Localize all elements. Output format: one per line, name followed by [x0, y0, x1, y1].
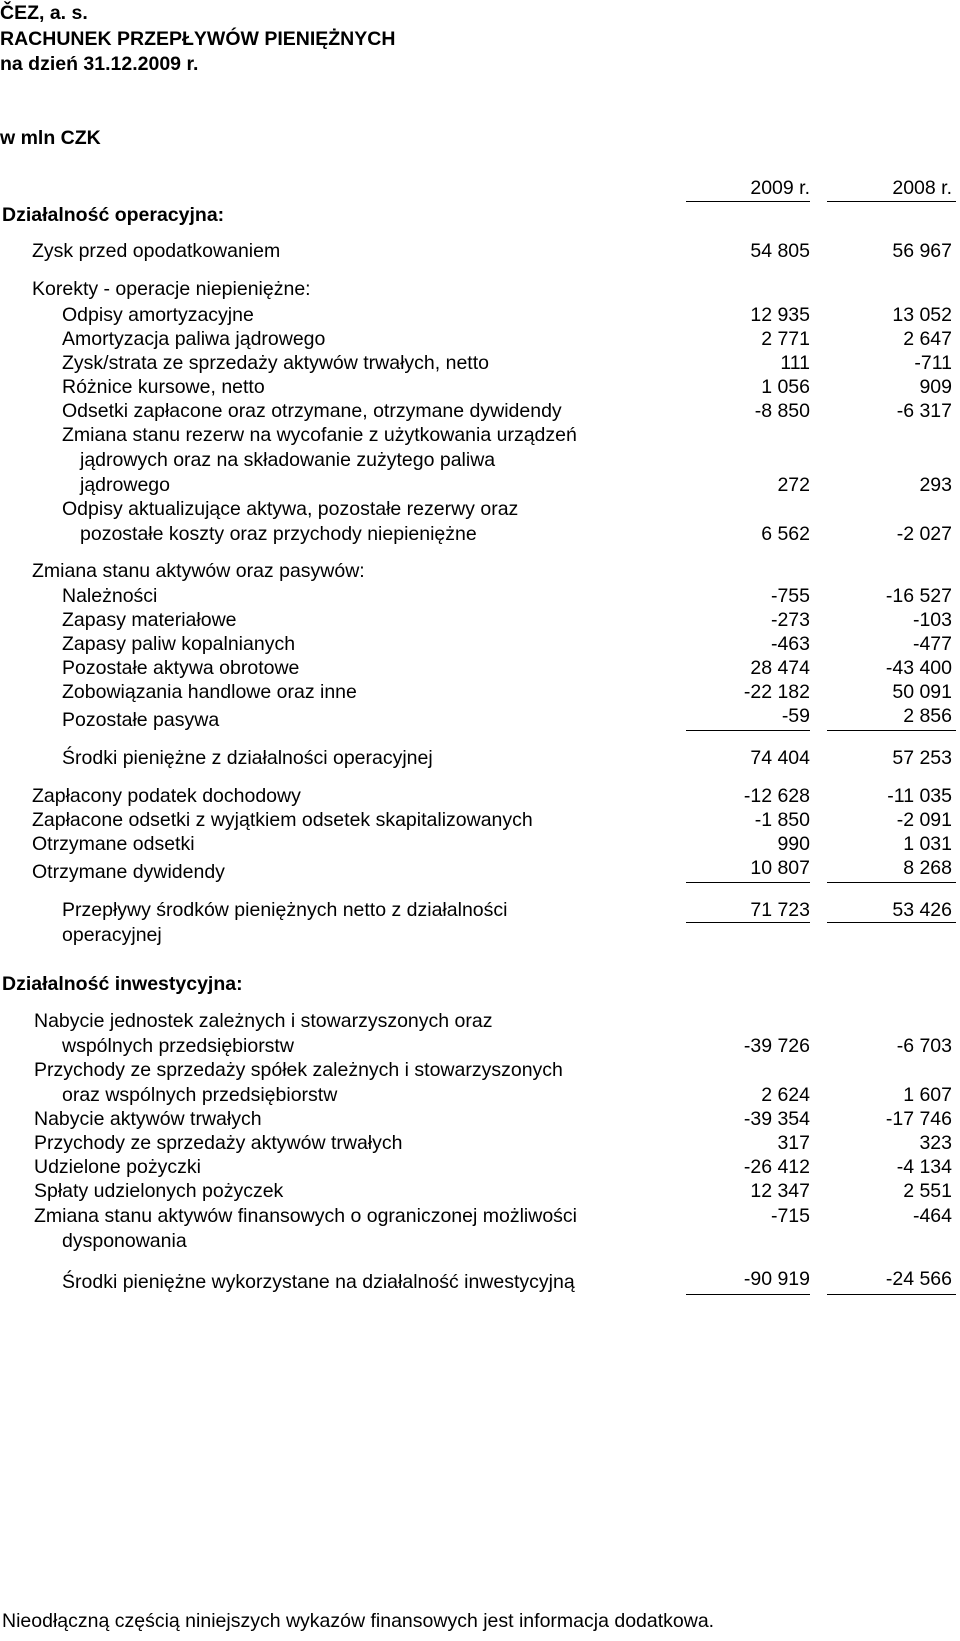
row-label-fossil-fuels: Zapasy paliw kopalnianych — [62, 633, 296, 655]
row-label-interest-dividends: Odsetki zapłacone oraz otrzymane, otrzymane dywidendy — [62, 400, 562, 422]
row-value-2009: 74 404 — [750, 747, 810, 769]
row-value-2008: -16 527 — [885, 585, 952, 607]
row-label-acq-fixed-assets: Nabycie aktywów trwałych — [34, 1108, 262, 1130]
row-label-sale-subsidiaries-line1: Przychody ze sprzedaży spółek zależnych i stowarzyszonych — [34, 1059, 563, 1081]
row-label-cash-from-operations: Środki pieniężne z działalności operacyjnej — [62, 747, 433, 769]
row-value-2009: 2 771 — [761, 328, 810, 350]
row-label-nuclear-fuel: Amortyzacja paliwa jądrowego — [62, 328, 326, 350]
row-label-interest-paid: Zapłacone odsetki z wyjątkiem odsetek skapitalizowanych — [32, 809, 533, 831]
row-value-2008: 13 052 — [892, 304, 952, 326]
row-label-net-investing: Środki pieniężne wykorzystane na działalność inwestycyjną — [62, 1271, 575, 1293]
column-header-2009: 2009 r. — [750, 177, 810, 199]
row-label-sale-subsidiaries-line2: oraz wspólnych przedsiębiorstw — [62, 1084, 338, 1106]
column-header-2008: 2008 r. — [892, 177, 952, 199]
row-label-net-operating-line1: Przepływy środków pieniężnych netto z działalności — [62, 899, 508, 921]
row-value-2009: 317 — [777, 1132, 810, 1154]
row-value-2009: -90 919 — [743, 1268, 810, 1290]
row-value-2009: -39 354 — [743, 1108, 810, 1130]
row-label-other-liabilities: Pozostałe pasywa — [62, 709, 220, 731]
row-value-2009: 10 807 — [750, 857, 810, 879]
row-value-2008: 57 253 — [892, 747, 952, 769]
row-label-restricted-assets-line2: dysponowania — [62, 1230, 187, 1252]
section-heading-operating: Działalność operacyjna: — [2, 204, 225, 226]
row-label-other-current-assets: Pozostałe aktywa obrotowe — [62, 657, 300, 679]
subtotal-line-2009 — [686, 882, 810, 883]
statement-date: na dzień 31.12.2009 r. — [0, 53, 199, 75]
row-label-impairment-line1: Odpisy aktualizujące aktywa, pozostałe rezerwy oraz — [62, 498, 519, 520]
row-label-restricted-assets-line1: Zmiana stanu aktywów finansowych o ograniczonej możliwości — [34, 1205, 577, 1227]
row-label-depreciation: Odpisy amortyzacyjne — [62, 304, 254, 326]
row-value-2008: 2 551 — [903, 1180, 952, 1202]
row-value-2009: 28 474 — [750, 657, 810, 679]
row-value-2008: 909 — [919, 376, 952, 398]
row-value-2008: 2 647 — [903, 328, 952, 350]
row-value-2008: 323 — [919, 1132, 952, 1154]
row-value-2009: -8 850 — [754, 400, 810, 422]
company-name: ČEZ, a. s. — [0, 2, 88, 24]
row-label-interest-received: Otrzymane odsetki — [32, 833, 195, 855]
row-value-2008: -711 — [914, 352, 952, 374]
row-label-payables: Zobowiązania handlowe oraz inne — [62, 681, 357, 703]
row-value-2009: -22 182 — [743, 681, 810, 703]
row-value-2009: 71 723 — [750, 899, 810, 921]
row-value-2008: 1 607 — [903, 1084, 952, 1106]
row-value-2008: -6 317 — [896, 400, 952, 422]
row-label-impairment-line2: pozostałe koszty oraz przychody niepieniężne — [80, 523, 477, 545]
row-value-2008: -43 400 — [885, 657, 952, 679]
row-value-2008: -24 566 — [885, 1268, 952, 1290]
row-label-gain-loss-sale: Zysk/strata ze sprzedaży aktywów trwałych, netto — [62, 352, 489, 374]
row-value-2008: -4 134 — [896, 1156, 952, 1178]
row-value-2009: 12 935 — [750, 304, 810, 326]
row-value-2009: 272 — [777, 474, 810, 496]
unit-label: w mln CZK — [0, 127, 101, 149]
row-label-provisions-line3: jądrowego — [80, 474, 170, 496]
row-value-2009: 12 347 — [750, 1180, 810, 1202]
row-label-provisions-line2: jądrowych oraz na składowanie zużytego paliwa — [80, 449, 496, 471]
row-label-net-operating-line2: operacyjnej — [62, 924, 162, 946]
row-value-2008: 53 426 — [892, 899, 952, 921]
row-value-2008: 50 091 — [892, 681, 952, 703]
row-value-2008: 56 967 — [892, 240, 952, 262]
total-line-2009 — [686, 1294, 810, 1295]
row-label-loans-granted: Udzielone pożyczki — [34, 1156, 201, 1178]
total-line-2009 — [686, 922, 810, 923]
row-label-profit-before-tax: Zysk przed opodatkowaniem — [32, 240, 281, 262]
row-label-acq-subsidiaries-line2: wspólnych przedsiębiorstw — [62, 1035, 294, 1057]
row-label-provisions-line1: Zmiana stanu rezerw na wycofanie z użytkowania urządzeń — [62, 424, 577, 446]
statement-title: RACHUNEK PRZEPŁYWÓW PIENIĘŻNYCH — [0, 28, 396, 50]
subheading-working-capital: Zmiana stanu aktywów oraz pasywów: — [32, 560, 365, 582]
row-value-2009: 54 805 — [750, 240, 810, 262]
row-value-2009: 111 — [780, 352, 810, 374]
row-value-2009: 2 624 — [761, 1084, 810, 1106]
total-line-2008 — [827, 922, 956, 923]
subtotal-line-2009 — [686, 730, 810, 731]
row-value-2009: -1 850 — [754, 809, 810, 831]
row-value-2009: 6 562 — [761, 523, 810, 545]
row-value-2009: 990 — [777, 833, 810, 855]
row-label-dividends-received: Otrzymane dywidendy — [32, 861, 225, 883]
row-value-2009: -273 — [770, 609, 810, 631]
row-value-2009: 1 056 — [761, 376, 810, 398]
row-value-2008: -17 746 — [885, 1108, 952, 1130]
row-value-2009: -59 — [781, 705, 810, 727]
row-label-loans-repaid: Spłaty udzielonych pożyczek — [34, 1180, 284, 1202]
subtotal-line-2008 — [827, 730, 956, 731]
column-header-underline-2009 — [686, 201, 810, 202]
row-value-2009: -463 — [770, 633, 810, 655]
section-heading-investing: Działalność inwestycyjna: — [2, 973, 243, 995]
subheading-noncash: Korekty - operacje niepieniężne: — [32, 278, 311, 300]
row-value-2009: -39 726 — [743, 1035, 810, 1057]
row-value-2008: 2 856 — [903, 705, 952, 727]
row-value-2008: -464 — [912, 1205, 952, 1227]
row-value-2009: -755 — [770, 585, 810, 607]
row-label-materials: Zapasy materiałowe — [62, 609, 237, 631]
row-value-2008: -2 091 — [896, 809, 952, 831]
row-label-tax-paid: Zapłacony podatek dochodowy — [32, 785, 301, 807]
row-label-receivables: Należności — [62, 585, 158, 607]
row-value-2009: -26 412 — [743, 1156, 810, 1178]
subtotal-line-2008 — [827, 882, 956, 883]
total-line-2008 — [827, 1294, 956, 1295]
row-value-2008: -477 — [912, 633, 952, 655]
row-label-sale-fixed-assets: Przychody ze sprzedaży aktywów trwałych — [34, 1132, 403, 1154]
row-value-2008: -11 035 — [887, 785, 952, 807]
row-value-2009: -12 628 — [743, 785, 810, 807]
row-value-2009: -715 — [770, 1205, 810, 1227]
row-value-2008: 8 268 — [903, 857, 952, 879]
row-label-acq-subsidiaries-line1: Nabycie jednostek zależnych i stowarzyszonych oraz — [34, 1010, 493, 1032]
column-header-underline-2008 — [827, 201, 956, 202]
row-label-fx: Różnice kursowe, netto — [62, 376, 265, 398]
row-value-2008: 1 031 — [903, 833, 952, 855]
row-value-2008: -2 027 — [896, 523, 952, 545]
row-value-2008: -6 703 — [896, 1035, 952, 1057]
footer-note: Nieodłączną częścią niniejszych wykazów finansowych jest informacja dodatkowa. — [2, 1610, 715, 1632]
row-value-2008: -103 — [912, 609, 952, 631]
row-value-2008: 293 — [919, 474, 952, 496]
